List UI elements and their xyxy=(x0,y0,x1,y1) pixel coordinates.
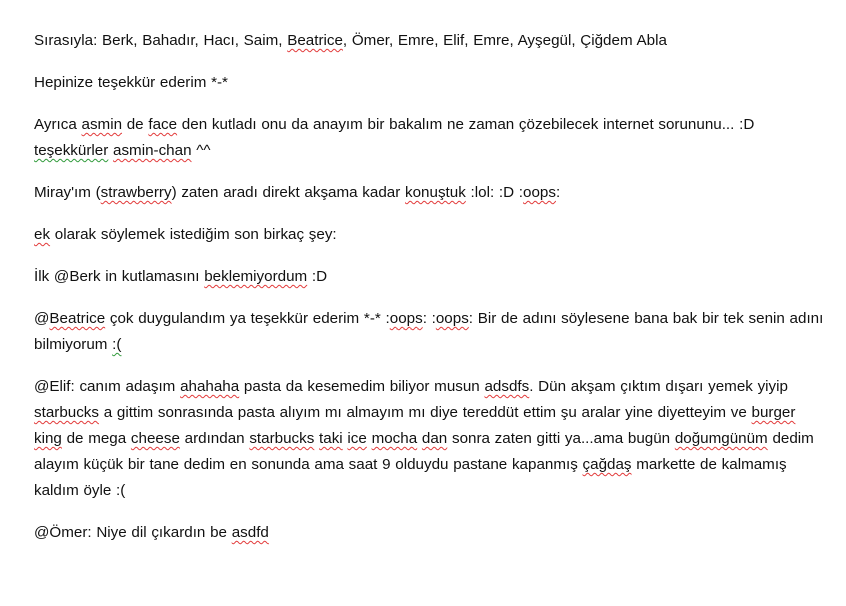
text-run: Sırasıyla: Berk, Bahadır, Hacı, Saim, xyxy=(34,32,288,49)
misspelled-word: ahahaha xyxy=(180,378,240,395)
misspelled-word: dan xyxy=(421,430,448,447)
text-run: Miray'ım ( xyxy=(34,184,101,201)
misspelled-word: beklemiyordum xyxy=(204,268,308,285)
paragraph-beatrice xyxy=(34,306,824,358)
misspelled-word: çağdaş xyxy=(582,456,632,473)
text-run: olarak söylemek istediğim son birkaç şey: xyxy=(50,226,337,243)
paragraph-elif xyxy=(34,374,824,504)
text-run: a gittim sonrasında pasta alıyım mı almayım mı diye tereddüt ettim şu aralar yine diyetteyim ve xyxy=(99,404,752,421)
text-run: den kutladı onu da anayım bir bakalım ne zaman çözebilecek internet sorununu... :D xyxy=(177,116,755,133)
misspelled-word: cheese xyxy=(130,430,180,447)
grammar-flagged-text: :( xyxy=(112,336,122,353)
text-run: İlk @Berk in kutlamasını xyxy=(34,268,205,285)
text-run: çok duygulandım ya teşekkür ederim *-* : xyxy=(105,310,390,327)
text-run: , Ömer, Emre, Elif, Emre, Ayşegül, Çiğdem Abla xyxy=(342,32,667,49)
text-run: ) zaten aradı direkt akşama kadar xyxy=(171,184,406,201)
text-run: : : xyxy=(422,310,436,327)
paragraph-thanks-list xyxy=(34,28,824,54)
text-run: @Ömer: Niye dil çıkardın be xyxy=(34,524,232,541)
text-run: :D xyxy=(307,268,328,285)
paragraph-omer xyxy=(34,520,824,546)
misspelled-word: taki xyxy=(319,430,343,447)
misspelled-word: oops xyxy=(389,310,423,327)
document-body[interactable] xyxy=(34,28,824,562)
text-run: . Dün akşam çıktım dışarı yemek yiyip xyxy=(529,378,788,395)
paragraph-miray xyxy=(34,180,824,206)
misspelled-word: Beatrice xyxy=(287,32,343,49)
misspelled-word: burger xyxy=(751,404,796,421)
misspelled-word: adsdfs xyxy=(484,378,530,395)
misspelled-word: mocha xyxy=(371,430,418,447)
misspelled-word: king xyxy=(34,430,62,447)
misspelled-word: starbucks xyxy=(249,430,315,447)
misspelled-word: Beatrice xyxy=(49,310,106,327)
misspelled-word: oops xyxy=(435,310,469,327)
misspelled-word: asdfd xyxy=(231,524,269,541)
misspelled-word: starbucks xyxy=(34,404,99,421)
text-run: de mega xyxy=(61,430,131,447)
misspelled-word: asmin xyxy=(81,116,123,133)
misspelled-word: doğumgünüm xyxy=(674,430,768,447)
text-run: Hepinize teşekkür ederim *-* xyxy=(34,74,228,91)
text-run: ^^ xyxy=(191,142,211,159)
grammar-flagged-text: teşekkürler xyxy=(34,142,109,159)
text-run: sonra zaten gitti ya...ama bugün xyxy=(447,430,675,447)
text-run: ardından xyxy=(179,430,250,447)
misspelled-word: oops xyxy=(523,184,556,201)
text-run: : Bir de adını söylesene bana bak bir tek senin adını bilmiyorum xyxy=(34,310,824,353)
misspelled-word: asmin-chan xyxy=(113,142,192,159)
misspelled-word: konuştuk xyxy=(405,184,466,201)
misspelled-word: face xyxy=(148,116,178,133)
text-run: @ xyxy=(34,310,50,327)
text-run: pasta da kesemedim biliyor musun xyxy=(239,378,485,395)
text-run: dedim alayım küçük bir tane dedim en sonunda ama saat 9 olduydu pastane kapanmış xyxy=(34,430,814,473)
misspelled-word: ice xyxy=(347,430,367,447)
text-run: markette de kalmamış kaldım öyle :( xyxy=(34,456,787,499)
paragraph-berk xyxy=(34,264,824,290)
text-run: Ayrıca xyxy=(34,116,82,133)
paragraph-thank-you xyxy=(34,70,824,96)
text-run: : xyxy=(555,184,561,201)
misspelled-word: ek xyxy=(34,226,51,243)
text-run: :lol: :D : xyxy=(465,184,524,201)
paragraph-intro-notes xyxy=(34,222,824,248)
text-run: @Elif: canım adaşım xyxy=(34,378,181,395)
paragraph-asmin xyxy=(34,112,824,164)
misspelled-word: strawberry xyxy=(100,184,172,201)
text-run: de xyxy=(122,116,149,133)
